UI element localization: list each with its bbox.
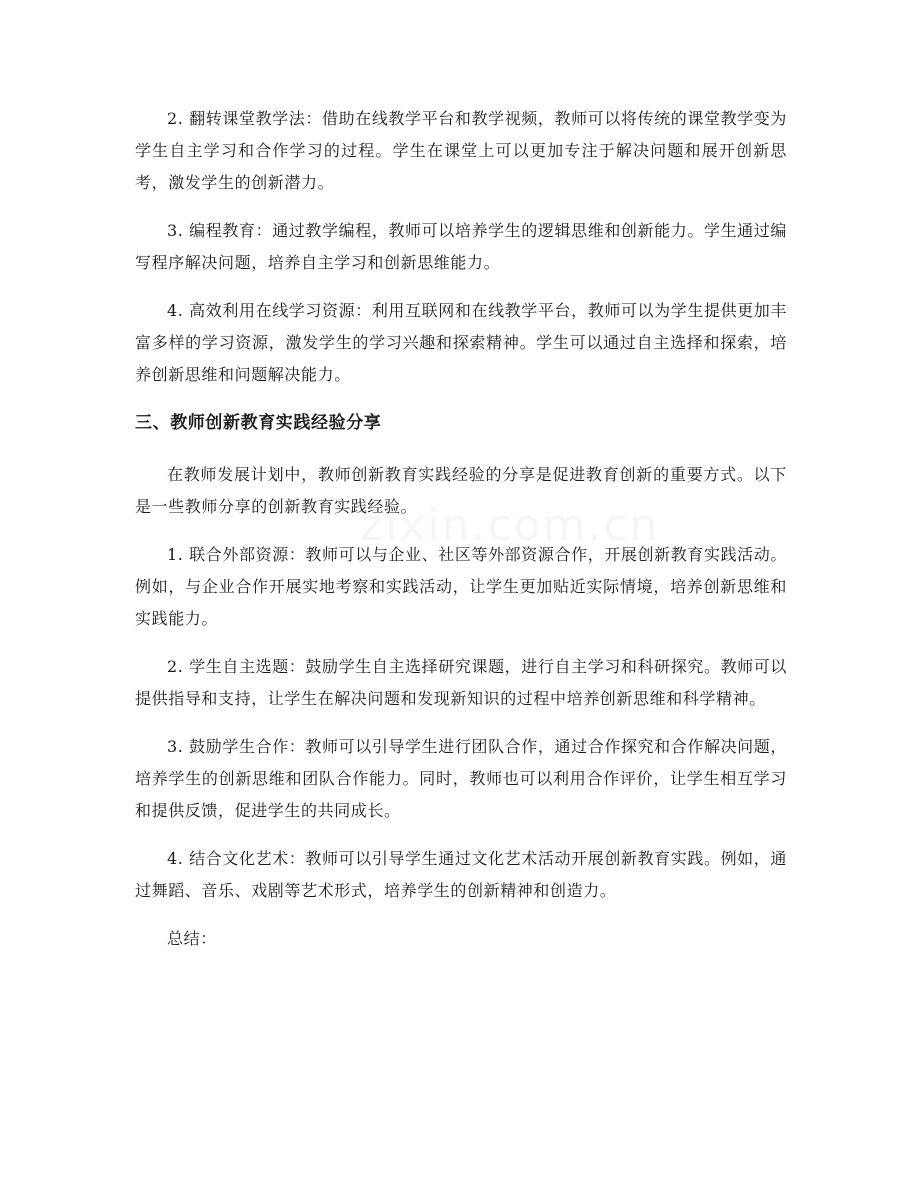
paragraph-external-resources: 1. 联合外部资源：教师可以与企业、社区等外部资源合作，开展创新教育实践活动。例如，与企业合作开展实地考察和实践活动，让学生更加贴近实际情境，培养创新思维和实践能力。 [135, 545, 787, 628]
paragraph-flipped-classroom: 2. 翻转课堂教学法：借助在线教学平台和教学视频，教师可以将传统的课堂教学变为学生自主学习和合作学习的过程。学生在课堂上可以更加专注于解决问题和展开创新思考，激发学生的创新潜力。 [135, 109, 787, 192]
paragraph-online-resources: 4. 高效利用在线学习资源：利用互联网和在线教学平台，教师可以为学生提供更加丰富多样的学习资源，激发学生的学习兴趣和探索精神。学生可以通过自主选择和探索，培养创新思维和问题解决能力。 [135, 301, 787, 384]
paragraph-intro: 在教师发展计划中，教师创新教育实践经验的分享是促进教育创新的重要方式。以下是一些教师分享的创新教育实践经验。 [135, 465, 787, 516]
section-heading: 三、教师创新教育实践经验分享 [135, 413, 382, 433]
paragraph-student-collaboration: 3. 鼓励学生合作：教师可以引导学生进行团队合作，通过合作探究和合作解决问题，培养学生的创新思维和团队合作能力。同时，教师也可以利用合作评价，让学生相互学习和提供反馈，促进学生的共同成长。 [135, 737, 787, 820]
document-body [135, 103, 787, 971]
paragraph-culture-arts: 4. 结合文化艺术：教师可以引导学生通过文化艺术活动开展创新教育实践。例如，通过舞蹈、音乐、戏剧等艺术形式，培养学生的创新精神和创造力。 [135, 849, 787, 900]
paragraph-programming-education: 3. 编程教育：通过教学编程，教师可以培养学生的逻辑思维和创新能力。学生通过编写程序解决问题，培养自主学习和创新思维能力。 [135, 221, 787, 272]
paragraph-summary: 总结： [167, 929, 217, 948]
paragraph-student-topics: 2. 学生自主选题：鼓励学生自主选择研究课题，进行自主学习和科研探究。教师可以提供指导和支持，让学生在解决问题和发现新知识的过程中培养创新思维和科学精神。 [135, 657, 787, 708]
